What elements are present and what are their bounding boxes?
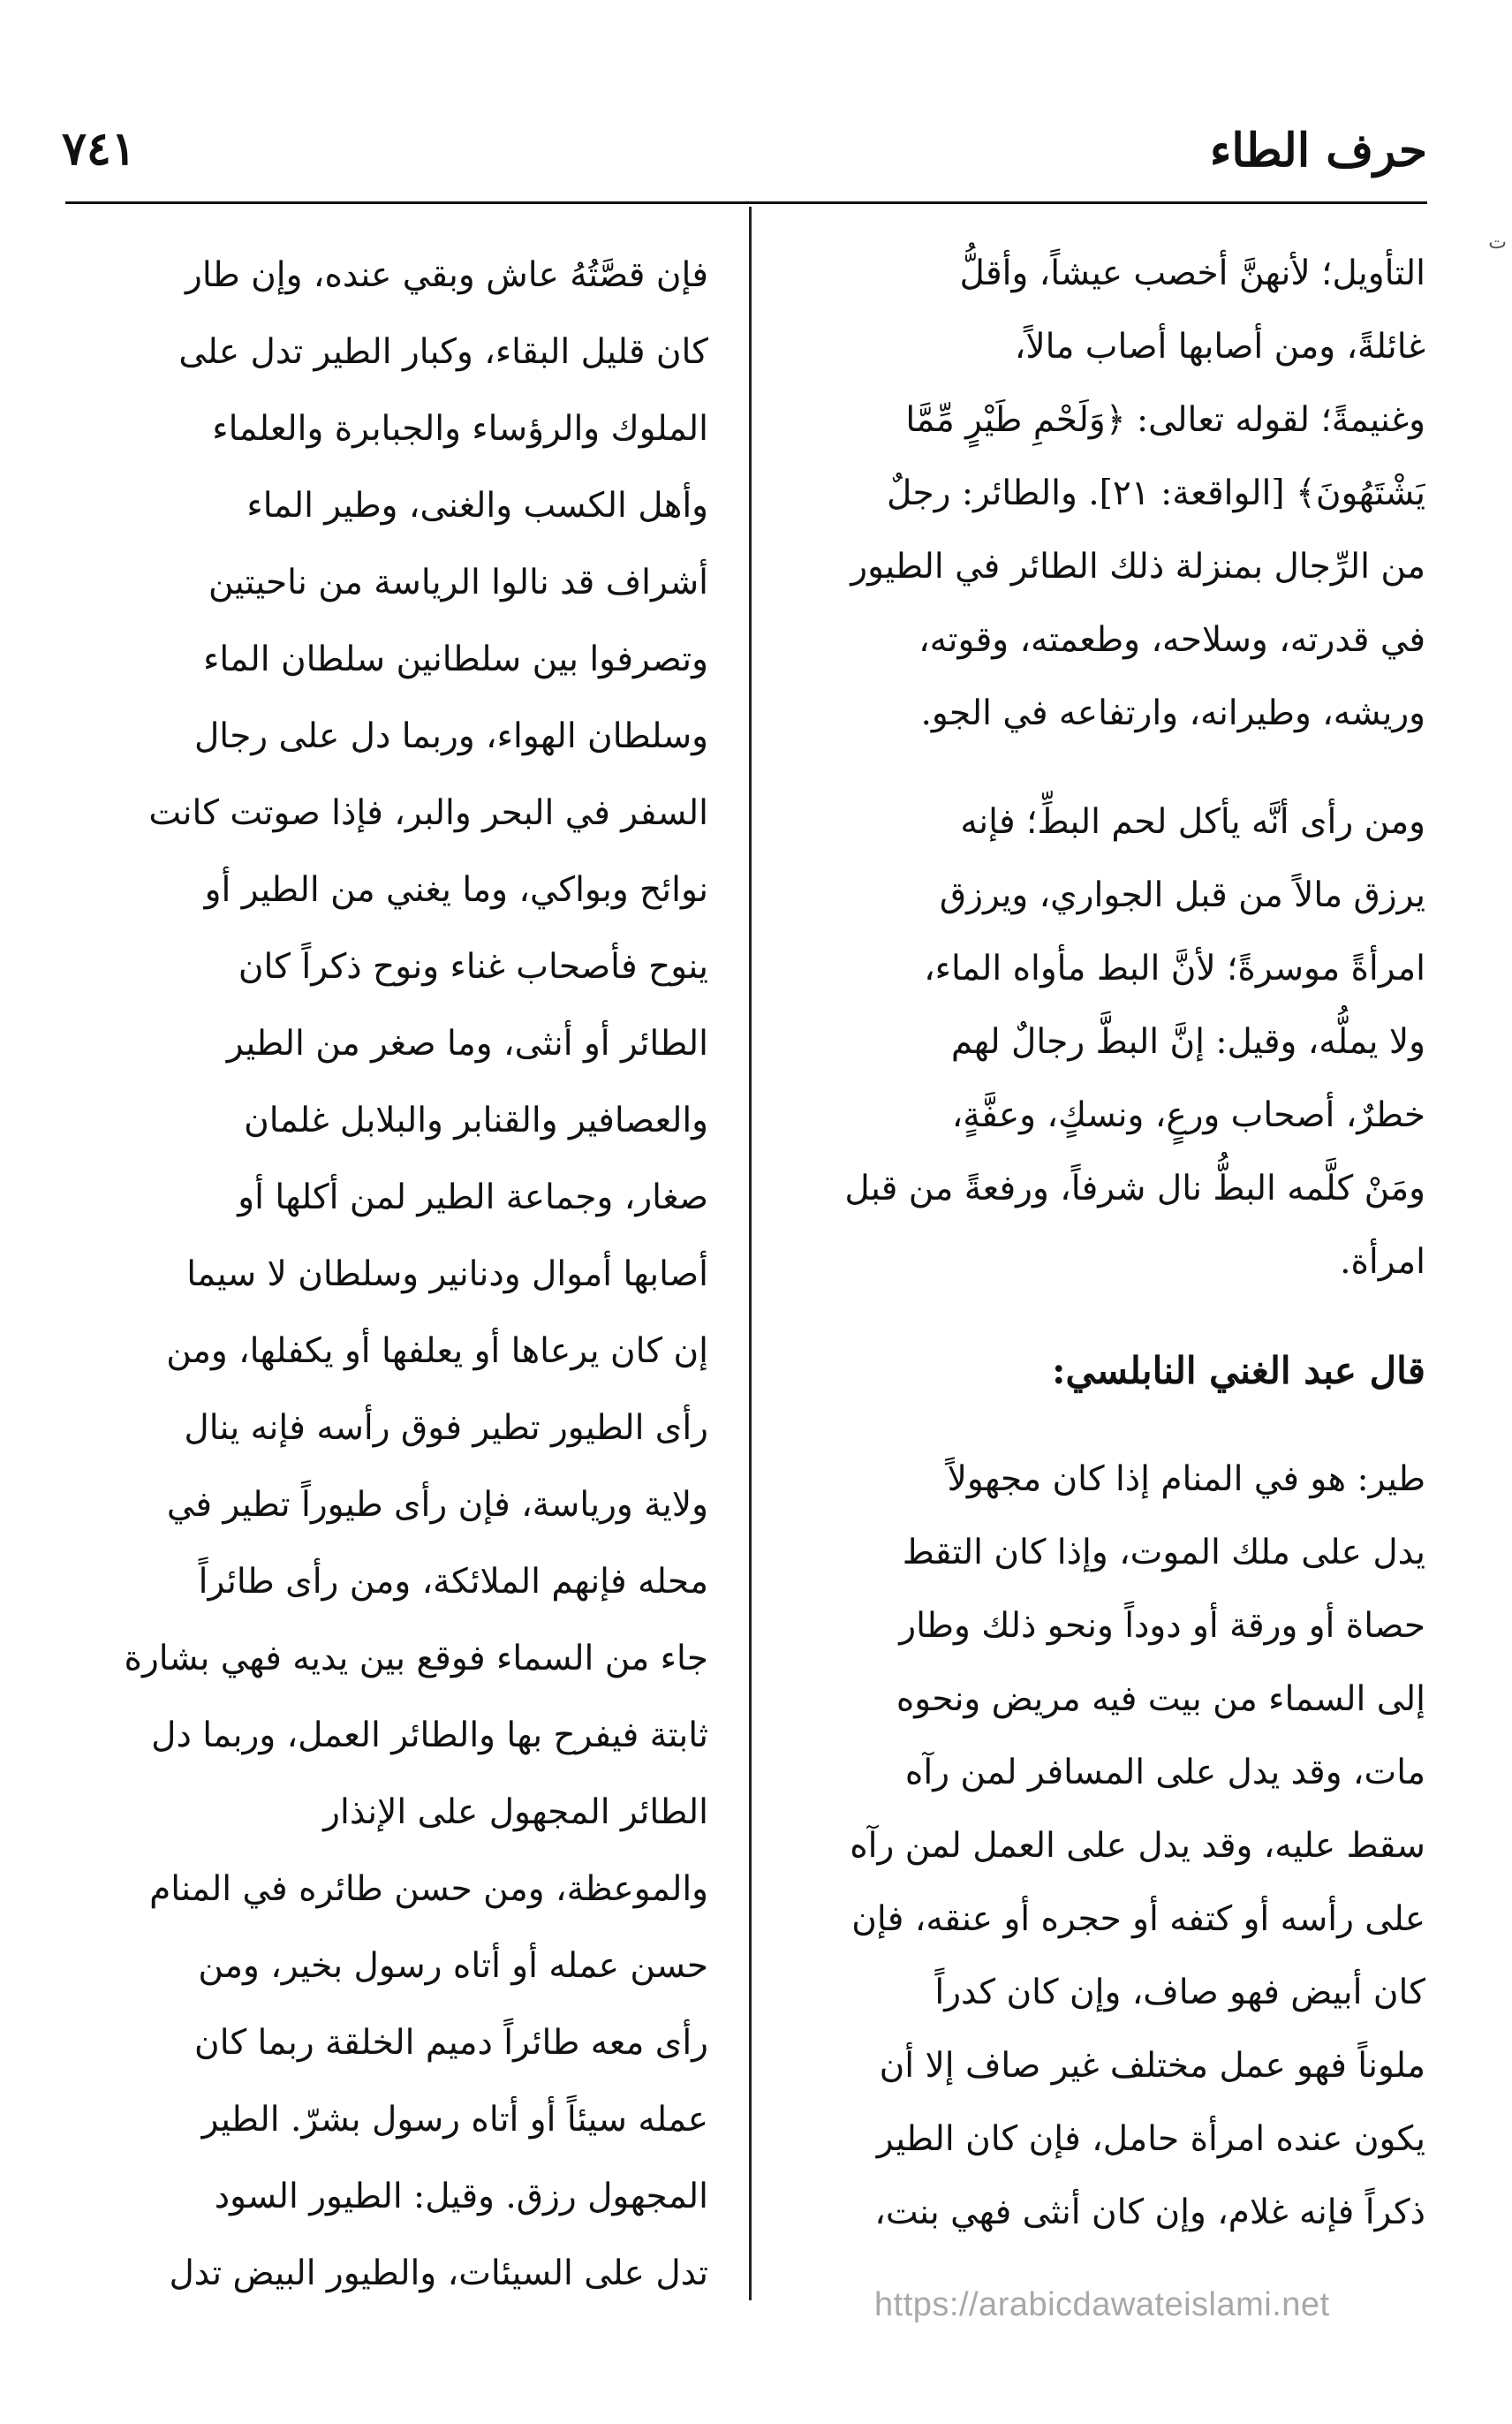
- text-line: ولا يملُّه، وقيل: إنَّ البطَّ رجالٌ لهم: [950, 1022, 1425, 1062]
- text-line: والموعظة، ومن حسن طائره في المنام: [149, 1869, 708, 1909]
- text-line: يَشْتَهُونَ﴾ [الواقعة: ٢١]. والطائر: رجلٌ: [887, 473, 1425, 513]
- text-line: ينوح فأصحاب غناء ونوح ذكراً كان: [238, 947, 708, 987]
- text-line: تدل على السيئات، والطيور البيض تدل: [169, 2254, 708, 2293]
- header-rule: [65, 201, 1427, 204]
- text-line: جاء من السماء فوقع بين يديه فهي بشارة: [124, 1639, 708, 1678]
- text-line: المجهول رزق. وقيل: الطيور السود: [214, 2177, 708, 2216]
- text-line: عمله سيئاً أو أتاه رسول بشرّ. الطير: [201, 2100, 708, 2140]
- text-line: فإن قصَّتُهُ عاش وبقي عنده، وإن طار: [185, 255, 708, 295]
- text-line: وغنيمةً؛ لقوله تعالى: ﴿وَلَحْمِ طَيْرٍ مِّمَّا: [905, 400, 1425, 440]
- text-line: خطرٌ، أصحاب ورعٍ، ونسكٍ، وعفَّةٍ،: [951, 1095, 1425, 1135]
- text-line: وسلطان الهواء، وربما دل على رجال: [193, 716, 708, 756]
- text-line: إلى السماء من بيت فيه مريض ونحوه: [896, 1679, 1425, 1719]
- text-line: مات، وقد يدل على المسافر لمن رآه: [904, 1753, 1425, 1792]
- text-line: حسن عمله أو أتاه رسول بخير، ومن: [198, 1946, 708, 1986]
- text-line: أشراف قد نالوا الرياسة من ناحيتين: [208, 563, 708, 602]
- text-line: ذكراً فإنه غلام، وإن كان أنثى فهي بنت،: [874, 2193, 1425, 2232]
- text-line: إن كان يرعاها أو يعلفها أو يكفلها، ومن: [166, 1331, 708, 1371]
- text-line: وريشه، وطيرانه، وارتفاعه في الجو.: [920, 693, 1425, 733]
- text-line: يكون عنده امرأة حامل، فإن كان الطير: [876, 2119, 1425, 2159]
- paragraph-gap: [795, 1407, 1425, 1443]
- text-line: صغار، وجماعة الطير لمن أكلها أو: [238, 1178, 708, 1217]
- margin-mark: ت: [1488, 231, 1507, 254]
- text-line: الطائر أو أنثى، وما صغر من الطير: [226, 1024, 708, 1064]
- left-column: [79, 237, 708, 2312]
- text-line: كان أبيض فهو صاف، وإن كان كدراً: [934, 1973, 1425, 2012]
- text-line: التأويل؛ لأنهنَّ أخصب عيشاً، وأقلُّ: [959, 254, 1425, 293]
- text-line: محله فإنهم الملائكة، ومن رأى طائراً: [198, 1562, 708, 1602]
- text-line: كان قليل البقاء، وكبار الطير تدل على: [178, 332, 708, 372]
- text-line: الملوك والرؤساء والجبابرة والعلماء: [212, 409, 708, 449]
- text-line: ومَنْ كلَّمه البطُّ نال شرفاً، ورفعةً من قبل: [844, 1169, 1425, 1208]
- watermark-url: https://arabicdawateislami.net: [874, 2286, 1330, 2323]
- page-number: ٧٤١: [62, 122, 136, 176]
- text-line: في قدرته، وسلاحه، وطعمته، وقوته،: [919, 620, 1425, 660]
- text-line: ثابتة فيفرح بها والطائر العمل، وربما دل: [151, 1716, 708, 1755]
- text-line: نوائح وبواكي، وما يغني من الطير أو: [204, 870, 708, 910]
- text-line: ملوناً فهو عمل مختلف غير صاف إلا أن: [879, 2046, 1425, 2086]
- column-divider: [749, 207, 752, 2300]
- paragraph-gap: [795, 1299, 1425, 1334]
- text-line: امرأةً موسرةً؛ لأنَّ البط مأواه الماء،: [924, 949, 1425, 989]
- text-line: يدل على ملك الموت، وإذا كان التقط: [902, 1533, 1425, 1572]
- paragraph-gap: [795, 750, 1425, 785]
- right-column: [795, 237, 1425, 2249]
- text-line: حصاة أو ورقة أو دوداً ونحو ذلك وطار: [899, 1606, 1425, 1646]
- text-line: ولاية ورياسة، فإن رأى طيوراً تطير في: [166, 1485, 708, 1525]
- text-line: وتصرفوا بين سلطانين سلطان الماء: [203, 640, 708, 679]
- text-line: امرأة.: [1340, 1242, 1425, 1282]
- text-line: على رأسه أو كتفه أو حجره أو عنقه، فإن: [851, 1899, 1425, 1939]
- text-line: الطائر المجهول على الإنذار: [323, 1792, 708, 1832]
- text-line: ومن رأى أنَّه يأكل لحم البطِّ؛ فإنه: [960, 802, 1425, 842]
- text-line: طير: هو في المنام إذا كان مجهولاً: [947, 1459, 1425, 1499]
- running-header-title: حرف الطاء: [1209, 124, 1427, 178]
- text-line: من الرِّجال بمنزلة ذلك الطائر في الطيور: [850, 547, 1425, 587]
- text-line: وأهل الكسب والغنى، وطير الماء: [246, 486, 708, 526]
- text-line: سقط عليه، وقد يدل على العمل لمن رآه: [850, 1826, 1425, 1866]
- text-line: السفر في البحر والبر، فإذا صوتت كانت: [148, 793, 708, 833]
- text-line: والعصافير والقنابر والبلابل غلمان: [244, 1101, 708, 1140]
- text-line: رأى الطيور تطير فوق رأسه فإنه ينال: [184, 1408, 708, 1448]
- section-heading: قال عبد الغني النابلسي:: [1052, 1349, 1425, 1392]
- text-line: يرزق مالاً من قبل الجواري، ويرزق: [939, 875, 1425, 915]
- text-line: أصابها أموال ودنانير وسلطان لا سيما: [186, 1254, 708, 1294]
- text-line: رأى معه طائراً دميم الخلقة ربما كان: [194, 2023, 708, 2063]
- text-line: غائلةً، ومن أصابها أصاب مالاً،: [1014, 327, 1425, 367]
